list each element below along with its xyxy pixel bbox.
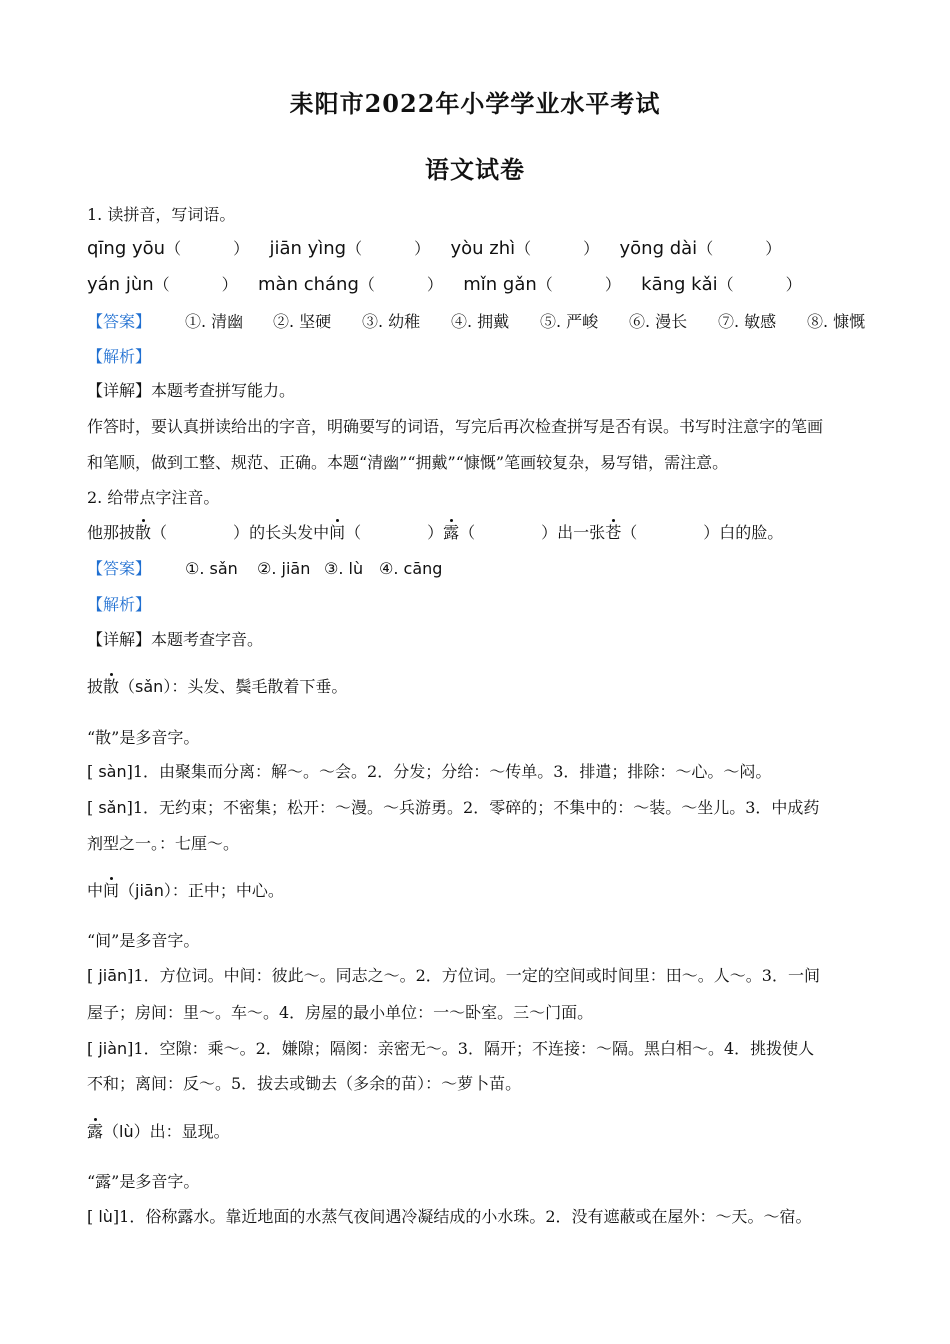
blank: （ ） — [459, 523, 558, 542]
word-pinyin: （sǎn） — [119, 677, 172, 696]
detail-heading: 【详解】本题考查字音。 — [87, 630, 264, 649]
answer-label: 【答案】 — [87, 559, 152, 578]
entry-text: ]1．无约束；不密集；松开：～漫。～兵游勇。2．零碎的；不集中的：～装。～坐儿。3．中成药 — [126, 798, 820, 817]
page-title: 耒阳市2022年小学学业水平考试 — [289, 89, 661, 118]
dotted-char: 散 — [135, 523, 152, 542]
analysis-label: 【解析】 — [87, 347, 152, 366]
answer-item: ①. 清幽 — [185, 312, 244, 331]
answer-item: ⑧. 慷慨 — [807, 312, 866, 331]
q2-stem: 2. 给带点字注音。 — [87, 488, 220, 507]
entry-text: ]1．由聚集而分离：解～。～会。2．分发；分给：～传单。3．排遣；排除：～心。～闷。 — [126, 762, 772, 781]
word-pinyin: （jiān） — [119, 881, 172, 900]
entry-san-heading — [87, 676, 880, 698]
blank: （ ） — [345, 523, 444, 542]
sentence-text: 的长头发中 — [249, 523, 330, 542]
entry-pinyin: jiàn — [98, 1039, 128, 1058]
dictionary-entry: [ sǎn]1．无约束；不密集；松开：～漫。～兵游勇。2．零碎的；不集中的：～装。～坐儿。3．中成药 — [87, 798, 820, 817]
answer-item: ①. sǎn — [185, 559, 238, 578]
dictionary-entry: [ lù]1．俗称露水。靠近地面的水蒸气夜间遇冷凝结成的小水珠。2．没有遮蔽或在屋外：～天。～宿。 — [87, 1207, 812, 1226]
dotted-char: 间 — [329, 523, 346, 542]
entry-continuation: 屋子；房间：里～。车～。4．房屋的最小单位：一～卧室。三～门面。 — [87, 1003, 594, 1022]
blank: （ ） — [346, 239, 431, 258]
word-text: 中 — [87, 881, 104, 900]
answer-item: ④. cāng — [379, 559, 443, 578]
pinyin-item: jiān yìng — [269, 238, 347, 259]
pinyin-item: qīng yōu — [87, 238, 166, 259]
entry-pinyin: sàn — [98, 762, 127, 781]
answer-item: ③. 幼稚 — [362, 312, 421, 331]
blank: （ ） — [515, 239, 600, 258]
dotted-char: 露 — [87, 1122, 104, 1141]
word-pinyin: （lù） — [103, 1122, 150, 1141]
answer-item: ②. jiān — [257, 559, 311, 578]
blank: （ ） — [153, 275, 238, 294]
answer-item: ⑤. 严峻 — [540, 312, 599, 331]
answer-item: ③. lù — [324, 559, 364, 578]
sentence-text: 出一张 — [557, 523, 606, 542]
paragraph: 和笔顺，做到工整、规范、正确。本题“清幽”“拥戴”“慷慨”笔画较复杂，易写错，需注意。 — [87, 453, 729, 472]
entry-pinyin: jiān — [98, 966, 128, 985]
word-text: 披 — [87, 677, 104, 696]
pinyin-item: mǐn gǎn — [463, 274, 537, 295]
q1-pinyin-row-2 — [87, 274, 880, 296]
dotted-char: 露 — [443, 523, 460, 542]
blank: （ ） — [536, 275, 621, 294]
entry-jian-heading — [87, 880, 880, 902]
answer-item: ⑦. 敏感 — [718, 312, 777, 331]
entry-pinyin: sǎn — [98, 798, 127, 817]
sentence-text: 白的脸。 — [719, 523, 784, 542]
pinyin-item: yòu zhì — [450, 238, 516, 259]
answer-item: ④. 拥戴 — [451, 312, 510, 331]
dictionary-entry: [ jiān]1．方位词。中间：彼此～。同志之～。2．方位词。一定的空间或时间里：田～。人～。3．一间 — [87, 966, 820, 985]
answer-item: ⑥. 漫长 — [629, 312, 688, 331]
pinyin-item: màn cháng — [258, 274, 359, 295]
sentence-text: 他那披 — [87, 523, 136, 542]
pinyin-item: kāng kǎi — [641, 274, 718, 295]
blank: （ ） — [697, 239, 782, 258]
dotted-char: 苍 — [605, 523, 622, 542]
word-definition: ：头发、鬓毛散着下垂。 — [171, 677, 348, 696]
dictionary-entry: [ sàn]1．由聚集而分离：解～。～会。2．分发；分给：～传单。3．排遣；排除：～心。～闷。 — [87, 762, 772, 781]
entry-text: ]1．俗称露水。靠近地面的水蒸气夜间遇冷凝结成的小水珠。2．没有遮蔽或在屋外：～天。～宿。 — [112, 1207, 812, 1226]
dotted-char: 间 — [103, 881, 120, 900]
entry-pinyin: lù — [98, 1207, 113, 1226]
blank: （ ） — [165, 239, 250, 258]
blank: （ ） — [621, 523, 720, 542]
polyphone-note: “间”是多音字。 — [87, 931, 200, 950]
answer-item: ②. 坚硬 — [273, 312, 332, 331]
analysis-label: 【解析】 — [87, 595, 152, 614]
entry-continuation: 剂型之一。：七厘～。 — [87, 834, 240, 853]
q1-pinyin-row-1 — [87, 238, 880, 260]
detail-heading: 【详解】本题考查拼写能力。 — [87, 381, 296, 400]
word-definition: 出：显现。 — [149, 1122, 230, 1141]
polyphone-note: “散”是多音字。 — [87, 728, 200, 747]
entry-continuation: 不和；离间：反～。5．拔去或锄去（多余的苗）：～萝卜苗。 — [87, 1074, 522, 1093]
dictionary-entry: [ jiàn]1．空隙：乘～。2．嫌隙；隔阂：亲密无～。3．隔开；不连接：～隔。黑白相～。4．挑拨使人 — [87, 1039, 815, 1058]
dotted-char: 散 — [103, 677, 120, 696]
blank: （ ） — [151, 523, 250, 542]
word-definition: ：正中；中心。 — [171, 881, 284, 900]
q2-sentence — [87, 522, 880, 544]
entry-text: ]1．空隙：乘～。2．嫌隙；隔阂：亲密无～。3．隔开；不连接：～隔。黑白相～。4．挑拨使人 — [127, 1039, 815, 1058]
pinyin-item: yán jùn — [87, 274, 154, 295]
blank: （ ） — [717, 275, 802, 294]
entry-lu-heading — [87, 1121, 880, 1143]
page-subtitle: 语文试卷 — [425, 155, 525, 184]
entry-text: ]1．方位词。中间：彼此～。同志之～。2．方位词。一定的空间或时间里：田～。人～。3．一间 — [127, 966, 820, 985]
q1-stem: 1. 读拼音，写词语。 — [87, 205, 236, 224]
polyphone-note: “露”是多音字。 — [87, 1172, 200, 1191]
paragraph: 作答时，要认真拼读给出的字音，明确要写的词语，写完后再次检查拼写是否有误。书写时注意字的笔画 — [87, 417, 824, 436]
answer-label: 【答案】 — [87, 312, 152, 331]
pinyin-item: yōng dài — [619, 238, 698, 259]
blank: （ ） — [358, 275, 443, 294]
